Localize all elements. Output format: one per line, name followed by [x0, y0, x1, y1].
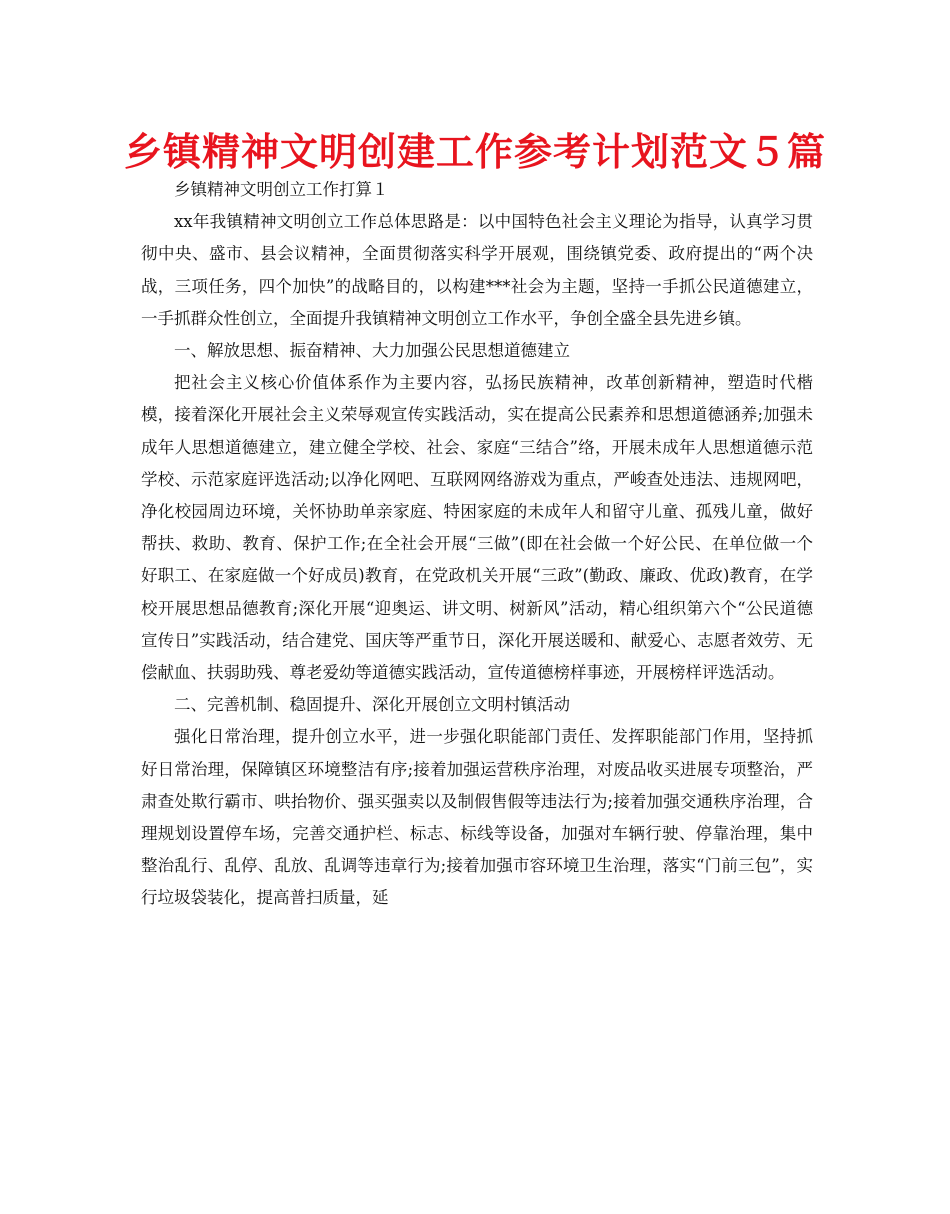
- paragraph-section-2: 强化日常治理，提升创立水平，进一步强化职能部门责任、发挥职能部门作用，坚持抓好日常治理，保障镇区环境整洁有序;接着加强运营秩序治理，对废品收买进展专项整治，严肃查处欺行霸市、哄抬物价、强买强卖以及制假售假等违法行为;接着加强交通秩序治理，合理规划设置停车场，完善交通护栏、标志、标线等设备，加强对车辆行驶、停靠治理，集中整治乱行、乱停、乱放、乱调等违章行为;接着加强市容环境卫生治理，落实“门前三包”，实行垃圾袋装化，提高普扫质量，延: [141, 727, 813, 908]
- section-subtitle: 乡镇精神文明创立工作打算１: [174, 180, 389, 199]
- page-title: 乡镇精神文明创建工作参考计划范文５篇: [123, 130, 826, 174]
- section-heading-1: 一、解放思想、振奋精神、大力加强公民思想道德建立: [174, 341, 570, 361]
- document-body: [141, 174, 813, 915]
- paragraph-section-1: 把社会主义核心价值体系作为主要内容，弘扬民族精神，改革创新精神，塑造时代楷模，接着深化开展社会主义荣辱观宣传实践活动，实在提高公民素养和思想道德涵养;加强未成年人思想道德建立，建立健全学校、社会、家庭“三结合”络，开展未成年人思想道德示范学校、示范家庭评选活动;以净化网吧、互联网网络游戏为重点，严峻查处违法、违规网吧，净化校园周边环境，关怀协助单亲家庭、特困家庭的未成年人和留守儿童、孤残儿童，做好帮扶、救助、教育、保护工作;在全社会开展“三做”(即在社会做一个好公民、在单位做一个好职工、在家庭做一个好成员)教育，在党政机关开展“三政”(勤政、廉政、优政)教育，在学校开展思想品德教育;深化开展“迎奥运、讲文明、树新风”活动，精心组织第六个“公民道德宣传日”实践活动，结合建党、国庆等严重节日，深化开展送暖和、献爱心、志愿者效劳、无偿献血、扶弱助残、尊老爱幼等道德实践活动，宣传道德榜样事迹，开展榜样评选活动。: [141, 373, 813, 683]
- paragraph-intro: xx年我镇精神文明创立工作总体思路是：以中国特色社会主义理论为指导，认真学习贯彻中央、盛市、县会议精神，全面贯彻落实科学开展观，围绕镇党委、政府提出的“两个决战，三项任务，四个加快”的战略目的，以构建***社会为主题，坚持一手抓公民道德建立，一手抓群众性创立，全面提升我镇精神文明创立工作水平，争创全盛全县先进乡镇。: [141, 212, 813, 328]
- section-heading-2: 二、完善机制、稳固提升、深化开展创立文明村镇活动: [174, 695, 570, 715]
